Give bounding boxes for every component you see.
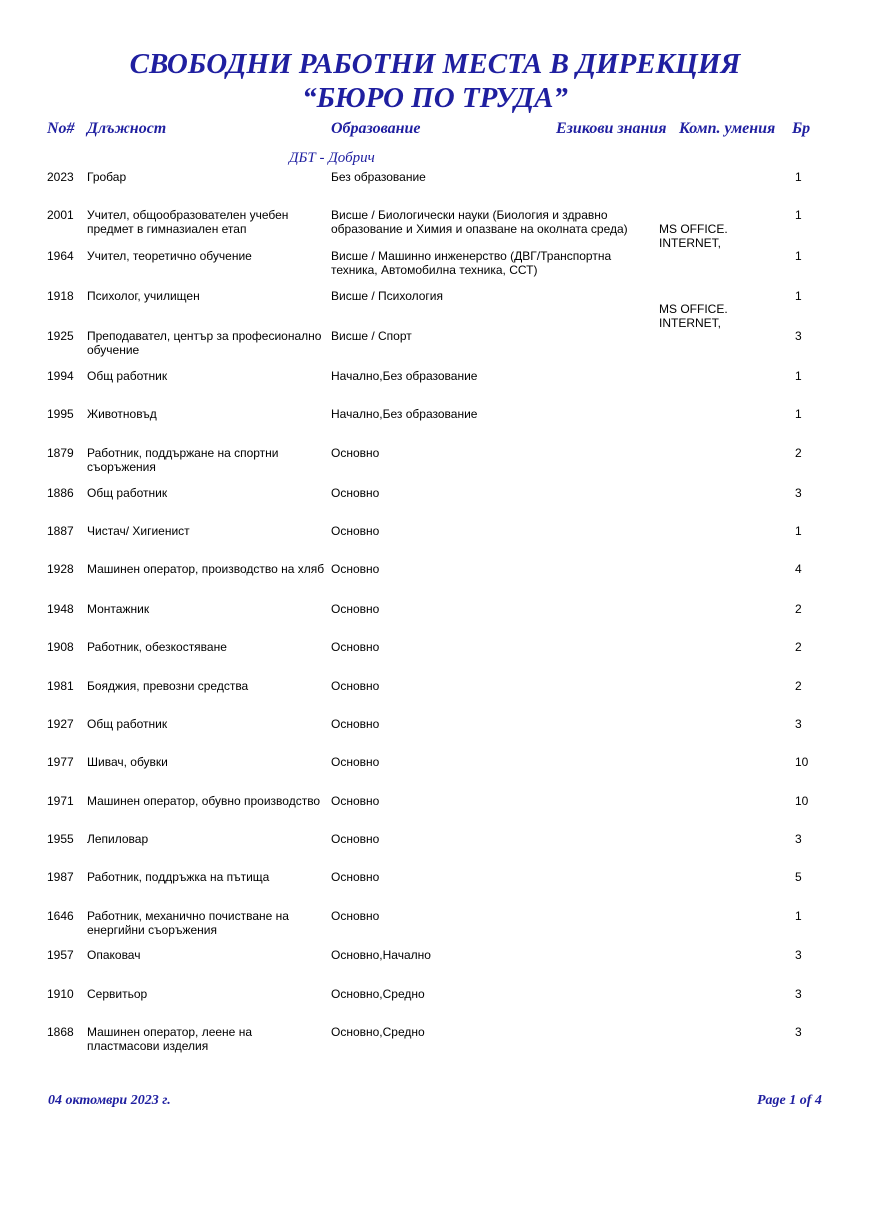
row-education: Основно [331,679,380,693]
row-education: Основно,Средно [331,987,425,1001]
row-count: 2 [795,602,802,616]
footer-date: 04 октомври 2023 г. [48,1093,171,1108]
row-position: Гробар [87,170,127,184]
row-position: Бояджия, превозни средства [87,679,249,693]
row-number: 1908 [47,640,74,654]
row-position: Общ работник [87,717,168,731]
computer-skills-line: INTERNET, [659,316,722,330]
row-education: Висше / Машинно инженерство (ДВГ/Транспортна техника, Автомобилна техника, ССТ) [331,249,612,277]
row-count: 3 [795,832,802,846]
row-number: 1886 [47,486,74,500]
row-position: Шивач, обувки [87,755,168,769]
computer-skills [659,222,759,250]
row-number: 1918 [47,289,74,303]
row-position: Работник, обезкостяване [87,640,227,654]
row-number: 1925 [47,329,74,343]
row-count: 1 [795,289,802,303]
row-count: 10 [795,755,809,769]
computer-skills [659,302,759,330]
row-education: Основно [331,717,380,731]
row-count: 3 [795,717,802,731]
row-number: 1977 [47,755,74,769]
row-education: Основно [331,640,380,654]
row-position: Психолог, училищен [87,289,200,303]
row-count: 3 [795,948,802,962]
row-position: Общ работник [87,486,168,500]
row-education: Основно [331,755,380,769]
row-position: Машинен оператор, производство на хляб [87,562,325,576]
row-education: Основно [331,794,380,808]
row-education: Основно [331,870,380,884]
row-position: Сервитьор [87,987,148,1001]
row-count: 1 [795,208,802,222]
computer-skills-line: INTERNET, [659,236,722,250]
row-education: Основно [331,486,380,500]
header-computer-skills: Комп. умения [679,120,776,137]
row-education: Основно [331,832,380,846]
row-count: 1 [795,909,802,923]
page-title-line2: “БЮРО ПО ТРУДА” [302,82,568,114]
row-education: Висше / Биологически науки (Биология и здравно образование и Химия и опазване на околната среда) [331,208,628,236]
row-position: Животновъд [87,407,157,421]
row-education: Основно,Средно [331,1025,425,1039]
row-number: 1927 [47,717,74,731]
row-count: 3 [795,329,802,343]
header-languages: Езикови знания [556,120,667,137]
row-number: 1646 [47,909,74,923]
row-position: Учител, теоретично обучение [87,249,252,263]
row-number: 1928 [47,562,74,576]
header-no: No# [47,120,75,137]
footer-page-number: Page 1 of 4 [757,1093,822,1108]
row-number: 1957 [47,948,74,962]
header-position: Длъжност [87,120,167,137]
row-position: Учител, общообразователен учебен предмет в гимназиален етап [87,208,289,236]
row-count: 4 [795,562,802,576]
row-number: 1910 [47,987,74,1001]
row-count: 2 [795,640,802,654]
row-number: 1955 [47,832,74,846]
header-count: Бр [792,120,811,137]
row-number: 1987 [47,870,74,884]
row-count: 3 [795,987,802,1001]
page-title-line1: СВОБОДНИ РАБОТНИ МЕСТА В ДИРЕКЦИЯ [129,48,741,80]
row-count: 5 [795,870,802,884]
row-education: Начално,Без образование [331,407,478,421]
row-number: 1964 [47,249,74,263]
row-position: Преподавател, център за професионално обучение [87,329,322,357]
row-count: 1 [795,249,802,263]
row-position: Монтажник [87,602,150,616]
row-education: Без образование [331,170,426,184]
row-count: 10 [795,794,809,808]
section-title: ДБТ - Добрич [289,150,375,166]
row-education: Основно [331,524,380,538]
row-count: 1 [795,369,802,383]
row-number: 1981 [47,679,74,693]
row-number: 2001 [47,208,74,222]
header-education: Образование [331,120,421,137]
row-education: Висше / Спорт [331,329,412,343]
row-education: Основно [331,602,380,616]
computer-skills-line: MS OFFICE. [659,302,728,316]
row-count: 1 [795,407,802,421]
row-number: 1995 [47,407,74,421]
row-number: 1948 [47,602,74,616]
row-count: 1 [795,524,802,538]
row-education: Начално,Без образование [331,369,478,383]
row-count: 1 [795,170,802,184]
row-position: Чистач/ Хигиенист [87,524,190,538]
row-education: Основно,Начално [331,948,431,962]
row-position: Работник, поддържане на спортни съоръжения [87,446,279,474]
row-position: Лепиловар [87,832,149,846]
row-education: Основно [331,909,380,923]
row-count: 3 [795,1025,802,1039]
row-number: 1879 [47,446,74,460]
row-number: 1868 [47,1025,74,1039]
row-education: Основно [331,562,380,576]
row-position: Опаковач [87,948,141,962]
computer-skills-line: MS OFFICE. [659,222,728,236]
row-number: 1994 [47,369,74,383]
row-count: 3 [795,486,802,500]
row-position: Машинен оператор, леене на пластмасови изделия [87,1025,252,1053]
row-position: Машинен оператор, обувно производство [87,794,321,808]
row-count: 2 [795,446,802,460]
row-count: 2 [795,679,802,693]
row-number: 1971 [47,794,74,808]
row-education: Основно [331,446,380,460]
row-number: 2023 [47,170,74,184]
row-position: Работник, механично почистване на енергийни съоръжения [87,909,289,937]
row-number: 1887 [47,524,74,538]
row-education: Висше / Психология [331,289,444,303]
row-position: Работник, поддръжка на пътища [87,870,270,884]
row-position: Общ работник [87,369,168,383]
